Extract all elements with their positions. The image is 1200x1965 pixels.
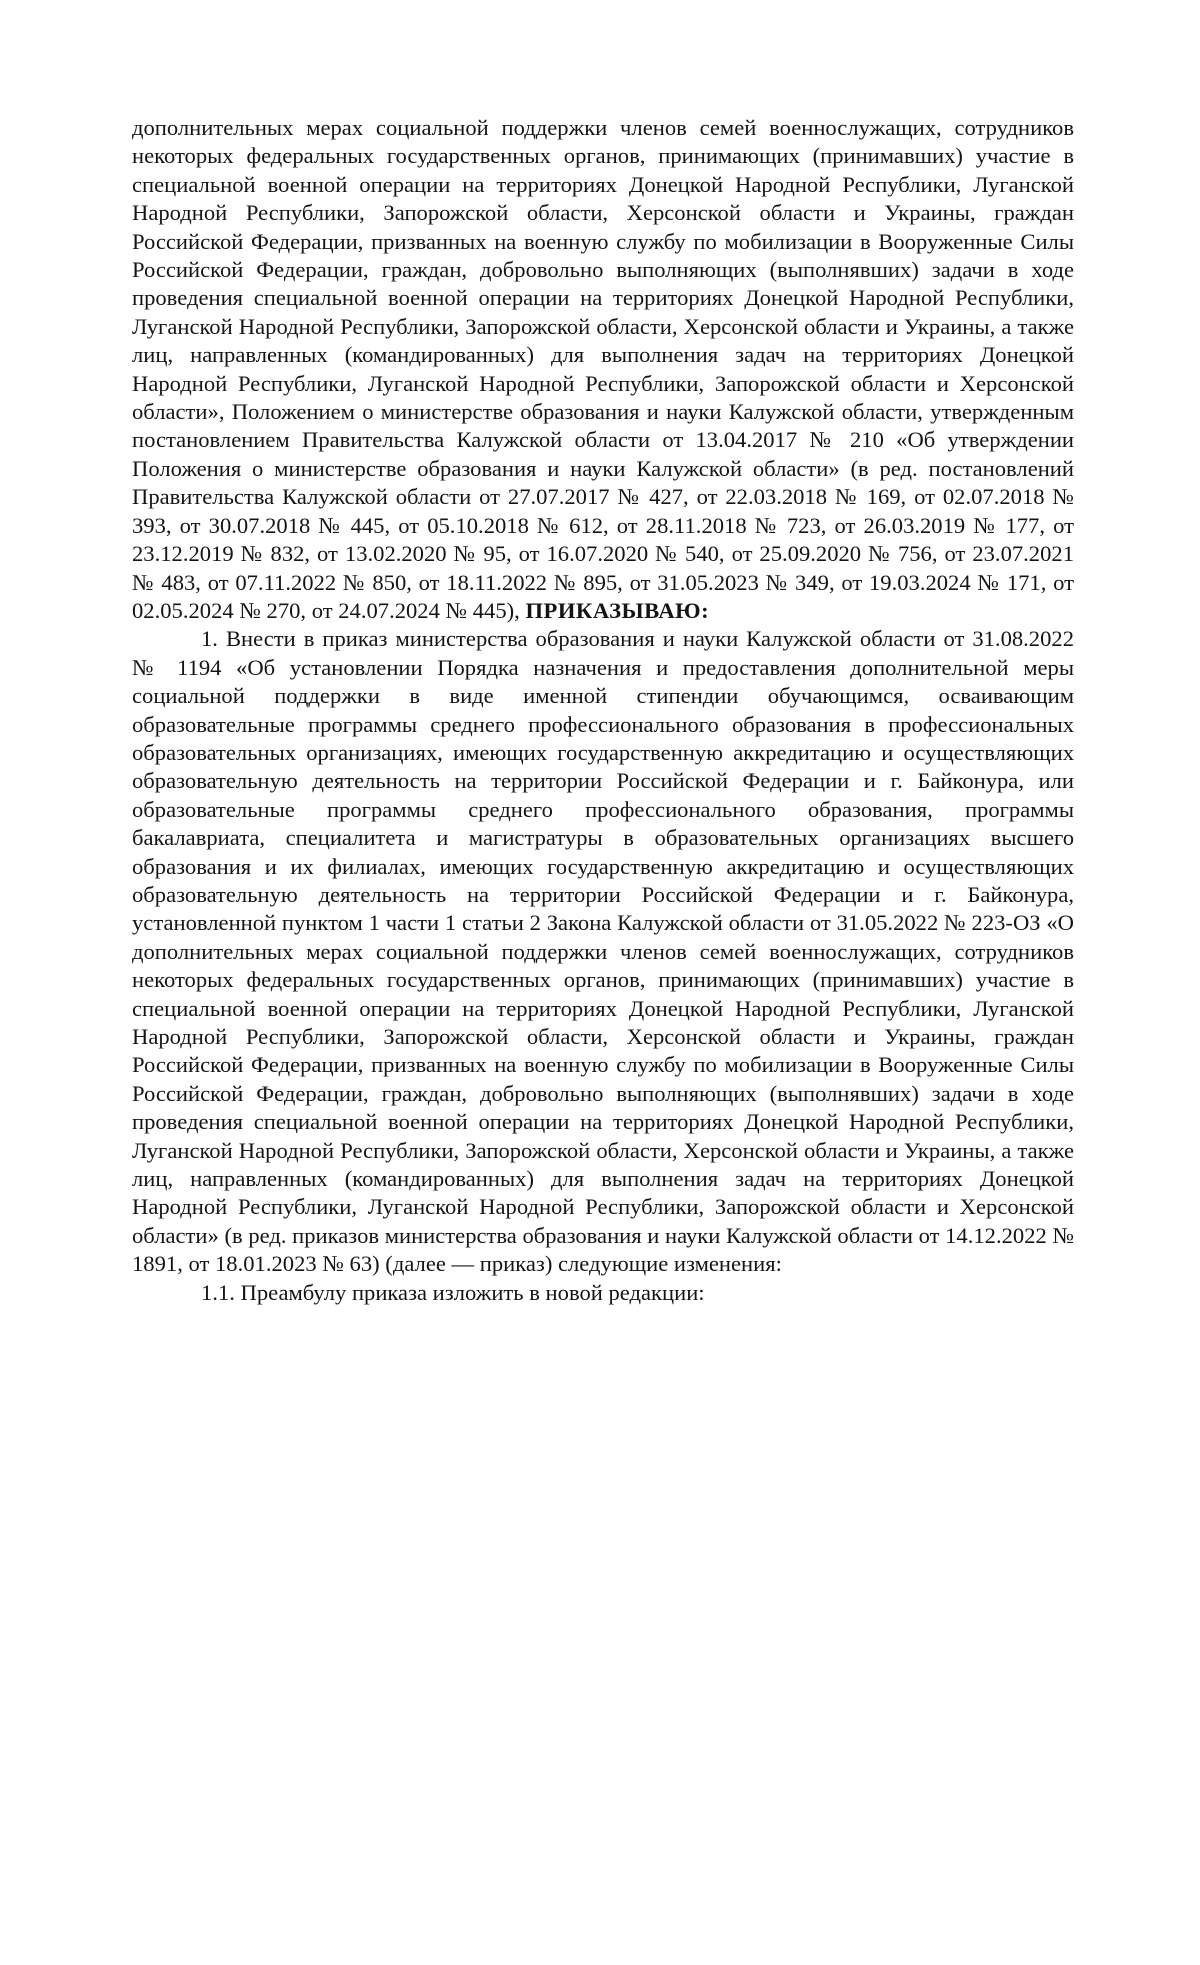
item-1-paragraph: 1. Внести в приказ министерства образования и науки Калужской области от 31.08.2022 № 1194 «Об установлении Порядка назначения и предоставления дополнительной меры социальной поддержки в виде именной стипендии обучающимся, осваивающим образовательные программы среднего профессионального образования в профессиональных образовательных организациях, имеющих государственную аккредитацию и осуществляющих образовательную деятельность на территории Российской Федерации и г. Байконура, или образовательные программы среднего профессионального образования, программы бакалавриата, специалитета и магистратуры в образовательных организациях высшего образования и их филиалах, имеющих государственную аккредитацию и осуществляющих образовательную деятельность на территории Российской Федерации и г. Байконура, установленной пунктом 1 части 1 статьи 2 Закона Калужской области от 31.05.2022 № 223-ОЗ «О дополнительных мерах социальной поддержки членов семей военнослужащих, сотрудников некоторых федеральных государственных органов, принимающих (принимавших) участие в специальной военной операции на территориях Донецкой Народной Республики, Луганской Народной Республики, Запорожской области, Херсонской области и Украины, граждан Российской Федерации, призванных на военную службу по мобилизации в Вооруженные Силы Российской Федерации, граждан, добровольно выполняющих (выполнявших) задачи в ходе проведения специальной военной операции на территориях Донецкой Народной Республики, Луганской Народной Республики, Запорожской области, Херсонской области и Украины, а также лиц, направленных (командированных) для выполнения задач на территориях Донецкой Народной Республики, Луганской Народной Республики, Запорожской области и Херсонской области» (в ред. приказов министерства образования и науки Калужской области от 14.12.2022 № 1891, от 18.01.2023 № 63) (далее — приказ) следующие изменения: bbox=[132, 626, 1074, 1277]
decree-word: ПРИКАЗЫВАЮ: bbox=[525, 597, 710, 623]
document-body bbox=[132, 114, 1074, 1307]
preamble-paragraph bbox=[132, 114, 1074, 625]
item-1-1-paragraph: 1.1. Преамбулу приказа изложить в новой редакции: bbox=[201, 1279, 705, 1305]
preamble-text: дополнительных мерах социальной поддержки членов семей военнослужащих, сотрудников некоторых федеральных государственных органов, принимающих (принимавших) участие в специальной военной операции на территориях Донецкой Народной Республики, Луганской Народной Республики, Запорожской области, Херсонской области и Украины, граждан Российской Федерации, призванных на военную службу по мобилизации в Вооруженные Силы Российской Федерации, граждан, добровольно выполняющих (выполнявших) задачи в ходе проведения специальной военной операции на территориях Донецкой Народной Республики, Луганской Народной Республики, Запорожской области, Херсонской области и Украины, а также лиц, направленных (командированных) для выполнения задач на территориях Донецкой Народной Республики, Луганской Народной Республики, Запорожской области и Херсонской области», Положением о министерстве образования и науки Калужской области, утвержденным постановлением Правительства Калужской области от 13.04.2017 № 210 «Об утверждении Положения о министерстве образования и науки Калужской области» (в ред. постановлений Правительства Калужской области от 27.07.2017 № 427, от 22.03.2018 № 169, от 02.07.2018 № 393, от 30.07.2018 № 445, от 05.10.2018 № 612, от 28.11.2018 № 723, от 26.03.2019 № 177, от 23.12.2019 № 832, от 13.02.2020 № 95, от 16.07.2020 № 540, от 25.09.2020 № 756, от 23.07.2021 № 483, от 07.11.2022 № 850, от 18.11.2022 № 895, от 31.05.2023 № 349, от 19.03.2024 № 171, от 02.05.2024 № 270, от 24.07.2024 № 445), bbox=[132, 115, 1074, 623]
